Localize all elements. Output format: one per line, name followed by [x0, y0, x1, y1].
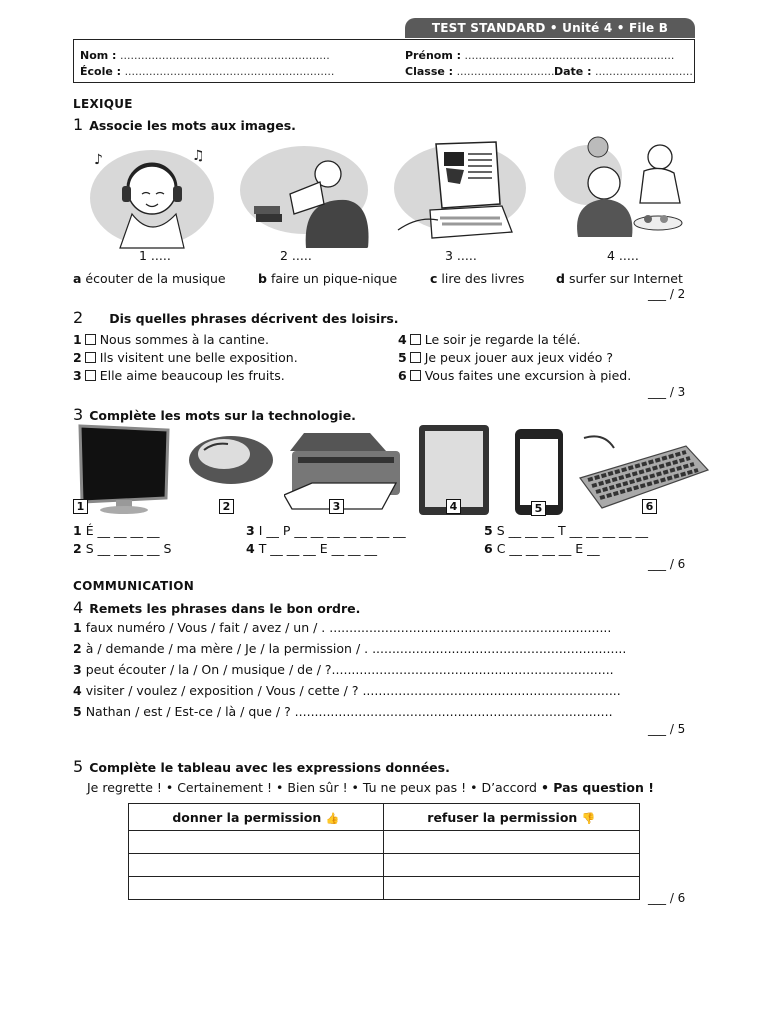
table-cell[interactable] [129, 877, 384, 900]
reorder-item-1[interactable]: 1 faux numéro / Vous / fait / avez / un / . ....................................................................... [73, 620, 612, 635]
option-b: b faire un pique-nique [258, 271, 398, 286]
table-cell[interactable] [383, 877, 639, 900]
sentence-item[interactable]: 5 Je peux jouer aux jeux vidéo ? [398, 350, 613, 365]
tech-box-5: 5 [531, 501, 546, 516]
exercise-3-title [73, 405, 356, 424]
option-a: a écouter de la musique [73, 271, 226, 286]
exercise-2-score[interactable]: ___ / 3 [648, 385, 686, 399]
exercise-2-instruction: Dis quelles phrases décrivent des loisirs. [109, 311, 399, 326]
checkbox[interactable] [410, 352, 421, 363]
exercise-2-title [73, 308, 399, 327]
reorder-item-4[interactable]: 4 visiter / voulez / exposition / Vous / cette / ? ................................................................. [73, 683, 621, 698]
sentence-item[interactable]: 3 Elle aime beaucoup les fruits. [73, 368, 285, 383]
exercise-5-score[interactable]: ___ / 6 [648, 891, 686, 905]
expressions-text: Je regrette ! • Certainement ! • Bien sûr ! • Tu ne peux pas ! • D’accord [87, 780, 537, 795]
exercise-4-number: 4 [73, 598, 84, 617]
exercise-3-instruction: Complète les mots sur la technologie. [89, 408, 356, 423]
exercise-2-number: 2 [73, 308, 84, 327]
option-c: c lire des livres [430, 271, 525, 286]
word-6[interactable]: 6 C __ __ __ __ E __ [484, 541, 600, 556]
checkbox[interactable] [85, 352, 96, 363]
checkbox[interactable] [85, 370, 96, 381]
date-field[interactable] [554, 65, 693, 78]
image-2-number: 2 ..... [280, 248, 312, 263]
column-header-refuse: refuser la permission 👎 [383, 804, 639, 831]
test-title: TEST STANDARD • Unité 4 • File B [431, 21, 669, 35]
checkbox[interactable] [85, 334, 96, 345]
classe-dots: ............................ [456, 65, 555, 78]
reorder-item-3[interactable]: 3 peut écouter / la / On / musique / de / ?....................................................................... [73, 662, 614, 677]
word-4[interactable]: 4 T __ __ __ E __ __ __ [246, 541, 378, 556]
image-4-number: 4 ..... [607, 248, 639, 263]
reading-illustration [236, 138, 371, 250]
option-d: d surfer sur Internet [556, 271, 683, 286]
classe-label: Classe : [405, 65, 454, 78]
sentence-item[interactable]: 2 Ils visitent une belle exposition. [73, 350, 298, 365]
prenom-label: Prénom : [405, 49, 462, 62]
thumbs-up-icon: 👍 [325, 811, 340, 825]
monitor-image [76, 424, 172, 516]
word-1[interactable]: 1 É __ __ __ __ [73, 523, 160, 538]
tech-box-2: 2 [219, 499, 234, 514]
sentence-item[interactable]: 4 Le soir je regarde la télé. [398, 332, 581, 347]
exercise-5-number: 5 [73, 757, 84, 776]
picnic-illustration [548, 127, 698, 250]
test-header-tab [405, 18, 695, 38]
prenom-field[interactable] [405, 49, 674, 62]
word-5[interactable]: 5 S __ __ __ T __ __ __ __ __ [484, 523, 649, 538]
internet-laptop-illustration [390, 138, 530, 250]
nom-field[interactable] [80, 49, 330, 62]
table-cell[interactable] [129, 854, 384, 877]
section-communication: COMMUNICATION [73, 579, 195, 593]
table-cell[interactable] [129, 831, 384, 854]
image-1-number: 1 ..... [139, 248, 171, 263]
prenom-dots: ............................................................ [464, 49, 675, 62]
ecole-field[interactable] [80, 65, 334, 78]
date-dots: ............................ [595, 65, 693, 78]
checkbox[interactable] [410, 370, 421, 381]
exercise-1-score[interactable]: ___ / 2 [648, 287, 686, 301]
thumbs-down-icon: 👎 [581, 811, 596, 825]
mouse-image [186, 430, 276, 490]
nom-dots: ............................................................ [119, 49, 330, 62]
svg-text:♫: ♫ [192, 148, 205, 164]
exercise-5-title [73, 757, 450, 776]
exercise-1-instruction: Associe les mots aux images. [89, 118, 296, 133]
tech-box-6: 6 [642, 499, 657, 514]
exercise-4-title [73, 598, 360, 617]
exercise-4-instruction: Remets les phrases dans le bon ordre. [89, 601, 361, 616]
exercise-5-instruction: Complète le tableau avec les expressions données. [89, 760, 450, 775]
section-lexique: LEXIQUE [73, 97, 133, 111]
classe-field[interactable] [405, 65, 554, 78]
printer-image [284, 425, 406, 515]
permission-table [128, 803, 640, 900]
word-3[interactable]: 3 I __ P __ __ __ __ __ __ __ [246, 523, 406, 538]
exercise-3-number: 3 [73, 405, 84, 424]
date-label: Date : [554, 65, 592, 78]
exercise-1-title [73, 115, 296, 134]
checkbox[interactable] [410, 334, 421, 345]
exercise-1-number: 1 [73, 115, 84, 134]
ecole-label: École : [80, 65, 122, 78]
sentence-item[interactable]: 6 Vous faites une excursion à pied. [398, 368, 632, 383]
ecole-dots: ............................................................ [124, 65, 335, 78]
tech-box-3: 3 [329, 499, 344, 514]
table-cell[interactable] [383, 831, 639, 854]
nom-label: Nom : [80, 49, 117, 62]
image-3-number: 3 ..... [445, 248, 477, 263]
reorder-item-5[interactable]: 5 Nathan / est / Est-ce / là / que / ? ................................................................................ [73, 704, 613, 719]
tech-box-4: 4 [446, 499, 461, 514]
table-cell[interactable] [383, 854, 639, 877]
music-listening-illustration [80, 138, 215, 250]
expressions-bold-text: • Pas question ! [540, 780, 654, 795]
word-2[interactable]: 2 S __ __ __ __ S [73, 541, 172, 556]
svg-text:♪: ♪ [94, 152, 103, 168]
sentence-item[interactable]: 1 Nous sommes à la cantine. [73, 332, 269, 347]
expressions-list [87, 780, 654, 795]
tech-box-1: 1 [73, 499, 88, 514]
column-header-give: donner la permission 👍 [129, 804, 384, 831]
exercise-4-score[interactable]: ___ / 5 [648, 722, 686, 736]
reorder-item-2[interactable]: 2 à / demande / ma mère / Je / la permission / . ................................................................ [73, 641, 627, 656]
exercise-3-score[interactable]: ___ / 6 [648, 557, 686, 571]
